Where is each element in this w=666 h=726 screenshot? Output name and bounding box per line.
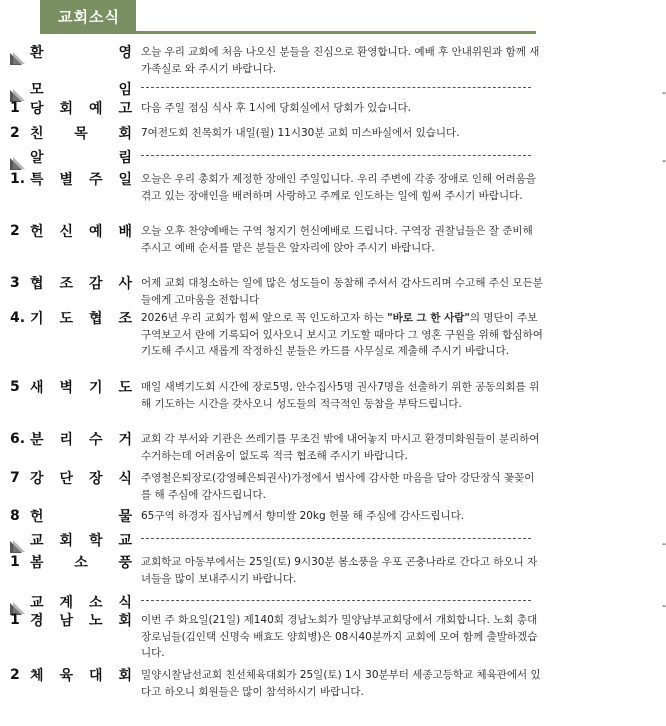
row-number: 2 bbox=[10, 125, 20, 141]
row-number: 5 bbox=[10, 379, 20, 395]
notice-text: 7여전도회 친목회가 내일(월) 11시30분 교회 미스바실에서 있습니다. bbox=[141, 127, 460, 139]
row-label bbox=[10, 43, 136, 61]
row-title: 헌 신 예 배 bbox=[30, 224, 132, 240]
row-label bbox=[10, 531, 136, 549]
notice-text: 어제 교회 대청소하는 일에 많은 성도들이 동참해 주셔서 감사드리며 수고해 주신 모든분들에게 고마움을 전합니다 bbox=[141, 277, 543, 306]
notice-text: 주영철은퇴장로(강영혜은퇴권사)가정에서 범사에 감사한 마음을 담아 강단장식 꽃꽂이를 해 주심에 감사드립니다. bbox=[141, 472, 535, 501]
notice-text: 매일 새벽기도회 시간에 장로5명, 안수집사5명 권사7명을 선출하기 위한 공동의회를 위해 기도하는 시간을 갖사오니 성도들의 적극적인 동참을 부탁드립니다. bbox=[141, 381, 540, 410]
row-title: 모 임 bbox=[30, 82, 132, 98]
row-label bbox=[10, 507, 136, 525]
header-band bbox=[0, 0, 559, 34]
section-divider bbox=[141, 537, 666, 550]
notice-text: 65구역 하경자 집사님께서 향미쌀 20kg 헌물 해 주심에 감사드립니다. bbox=[141, 510, 465, 522]
row-number: 6. bbox=[10, 431, 26, 447]
header-tab: 교회소식 bbox=[40, 0, 136, 34]
row-title: 기 도 협 조 bbox=[30, 311, 132, 327]
row-label bbox=[10, 553, 136, 571]
section-divider bbox=[141, 599, 666, 612]
divider-end: - bbox=[662, 599, 666, 612]
row-label bbox=[10, 378, 136, 396]
row-label bbox=[10, 666, 136, 684]
notice-text: 교회 각 부서와 기관은 쓰레기를 무조건 밖에 내어놓지 마시고 환경미화원들이 분리하여 수거하는데 어려움이 없도록 적극 협조해 주시기 바랍니다. bbox=[141, 433, 540, 462]
row-label bbox=[10, 611, 136, 629]
row-number: 2 bbox=[10, 223, 20, 239]
row-number: 1. bbox=[10, 171, 26, 187]
row-title: 헌 물 bbox=[30, 509, 132, 525]
row-title: 체 육 대 회 bbox=[30, 668, 132, 684]
section-divider bbox=[141, 86, 666, 99]
row-title: 분 리 수 거 bbox=[30, 432, 132, 448]
row-number: 1 bbox=[10, 100, 20, 116]
row-title: 친 목 회 bbox=[30, 126, 132, 142]
row-label bbox=[10, 124, 136, 142]
row-title: 강 단 장 식 bbox=[30, 471, 132, 487]
row-number: 1 bbox=[10, 612, 20, 628]
row-number: 1 bbox=[10, 554, 20, 570]
notice-text: 오늘은 우리 총회가 제정한 장애인 주일입니다. 우리 주변에 각종 장애로 인해 어려움을 겪고 있는 장애인을 배려하며 사랑하고 주께로 인도하는 일에 힘써 주시기 바랍니다. bbox=[141, 173, 537, 202]
row-label bbox=[10, 222, 136, 240]
notice-text: 이번 주 화요일(21일) 제140회 경남노회가 밀양남부교회당에서 개회합니다. 노회 총대 장로님들(김인택 신명숙 배효도 양희병)은 08시40분까지 교회에 모여 함께 출발하겠습니다. bbox=[141, 614, 538, 659]
row-label bbox=[10, 274, 136, 292]
notice-text: 2026년 우리 교회가 힘써 앞으로 꼭 인도하고자 하는 "바로 그 한 사람"의 명단이 주보 구역보고서 란에 기록되어 있사오니 보시고 기도할 때마다 그 영혼 구원을 위해 합심하여 기도해 주시고 새롭게 작정하신 분들은 카드를 사무실로 제출해 주시기 바랍니다. bbox=[141, 312, 543, 357]
header-rule bbox=[136, 31, 536, 34]
notice-text: 교회학교 아동부에서는 25일(토) 9시30분 봄소풍을 우포 곤충나라로 간다고 하오니 자녀들을 많이 보내주시기 바랍니다. bbox=[141, 556, 538, 585]
row-label bbox=[10, 469, 136, 487]
row-title: 특 별 주 일 bbox=[30, 172, 132, 188]
emphasis-text: "바로 그 한 사람" bbox=[387, 312, 470, 324]
row-number: 8 bbox=[10, 508, 20, 524]
divider-end: - bbox=[662, 154, 666, 167]
row-label bbox=[10, 148, 136, 166]
row-label bbox=[10, 99, 136, 117]
section-divider bbox=[141, 154, 666, 167]
row-title: 환 영 bbox=[30, 45, 132, 61]
notice-text: 밀양시찰남선교회 친선체육대회가 25일(토) 1시 30분부터 세종고등학교 체육관에서 있다고 하오니 회원들은 많이 참석하시기 바랍니다. bbox=[141, 669, 541, 698]
row-title: 알 림 bbox=[30, 150, 132, 166]
row-title: 교 계 소 식 bbox=[30, 595, 132, 611]
row-number: 2 bbox=[10, 667, 20, 683]
row-title: 당 회 예 고 bbox=[30, 101, 132, 117]
row-title: 교 회 학 교 bbox=[30, 533, 132, 549]
notice-text: 오늘 우리 교회에 처음 나오신 분들을 진심으로 환영합니다. 예배 후 안내위원과 함께 새가족실로 와 주시기 바랍니다. bbox=[141, 46, 540, 75]
row-number: 4. bbox=[10, 310, 26, 326]
row-title: 경 남 노 회 bbox=[30, 613, 132, 629]
row-label bbox=[10, 170, 136, 188]
notice-text: 다음 주일 점심 식사 후 1시에 당회실에서 당회가 있습니다. bbox=[141, 102, 412, 114]
row-number: 3 bbox=[10, 275, 20, 291]
row-title: 협 조 감 사 bbox=[30, 276, 132, 292]
notice-text: 오늘 오후 찬양예배는 구역 청지기 헌신예배로 드립니다. 구역장 권찰님들은 잘 준비해 주시고 예배 순서를 맡은 분들은 앞자리에 앉아 주시기 바랍니다. bbox=[141, 225, 533, 254]
row-label bbox=[10, 309, 136, 327]
divider-end: - bbox=[662, 537, 666, 550]
row-label bbox=[10, 80, 136, 98]
row-number: 7 bbox=[10, 470, 20, 486]
row-label bbox=[10, 430, 136, 448]
row-label bbox=[10, 593, 136, 611]
row-title: 새 벽 기 도 bbox=[30, 380, 132, 396]
divider-end: - bbox=[662, 86, 666, 99]
row-title: 봄 소 풍 bbox=[30, 555, 132, 571]
